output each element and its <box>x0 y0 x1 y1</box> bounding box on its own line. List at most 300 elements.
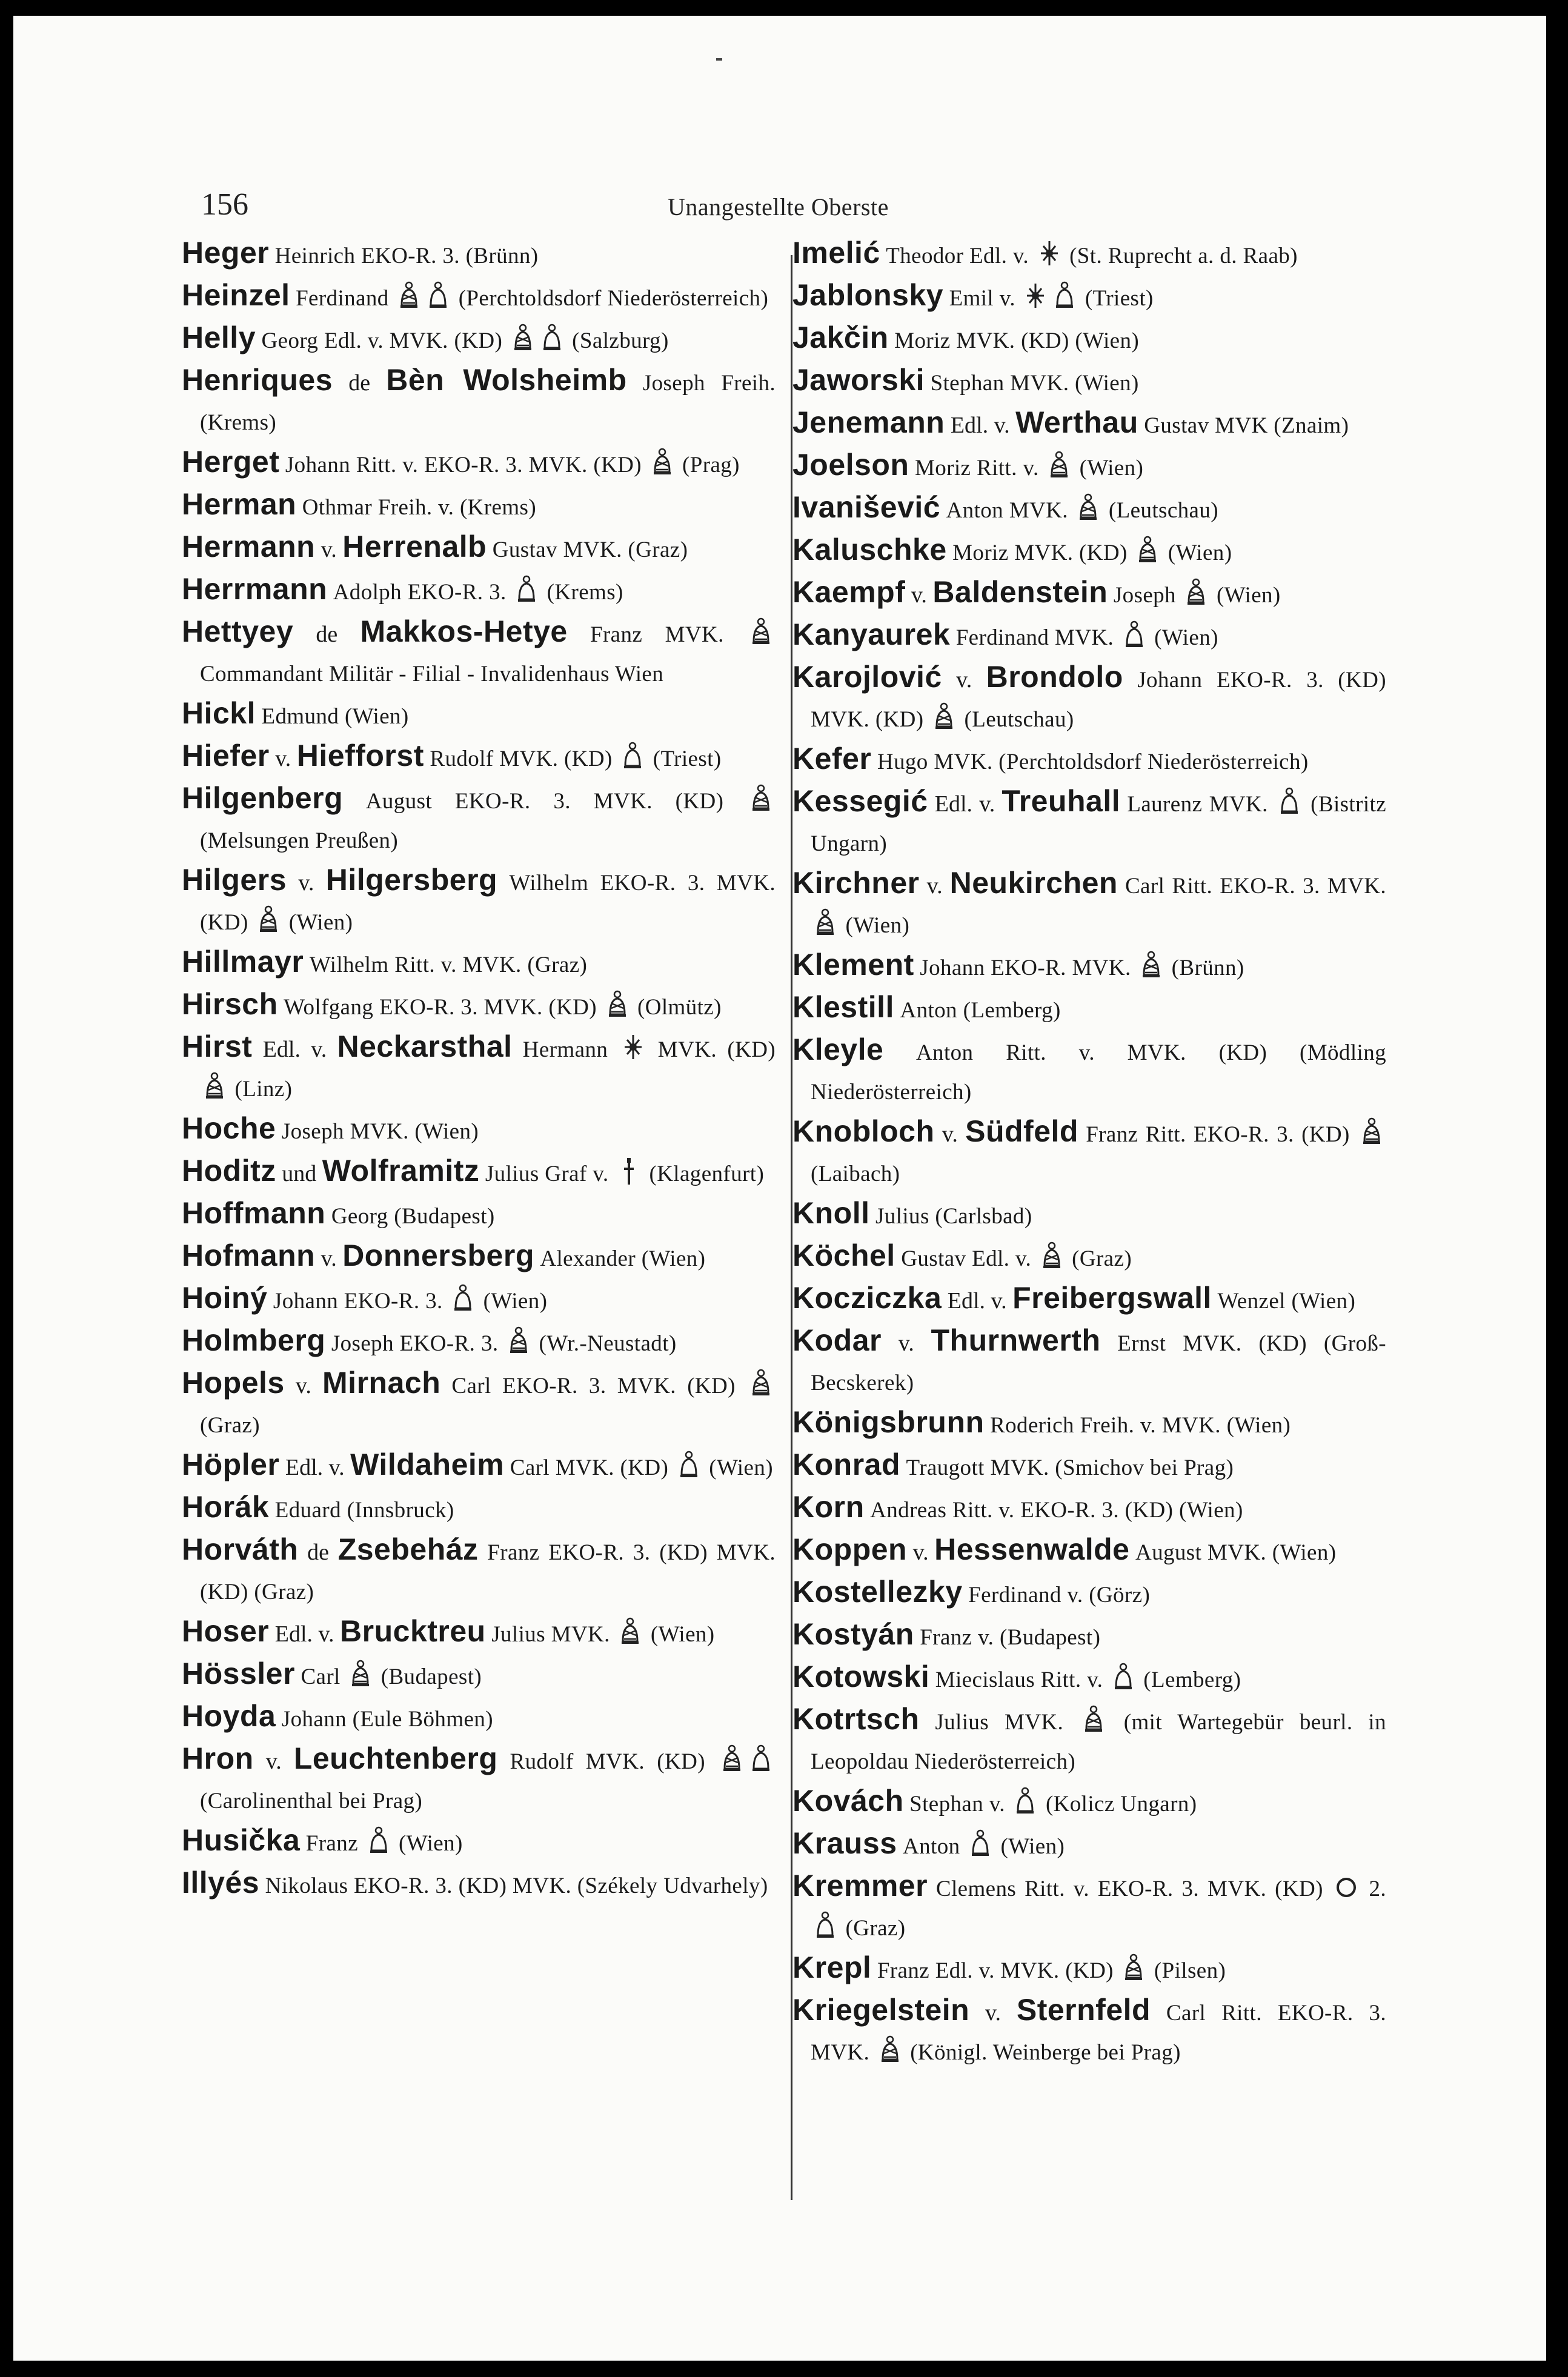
name-particle: v. <box>898 1331 914 1356</box>
cross-star-icon <box>1037 239 1061 268</box>
entry-details: Anton MVK. <box>946 498 1068 523</box>
entry-location: (Wien) <box>1079 456 1144 480</box>
entry-location: (Carolinenthal bei Prag) <box>200 1789 423 1814</box>
predicate-name: Makkos-Hetye <box>360 614 568 648</box>
entry-hillmayr <box>182 942 776 985</box>
surname: Kessegić <box>792 784 928 818</box>
entry-holmberg <box>182 1321 776 1363</box>
entry-hettyey <box>182 612 776 694</box>
surname: Hiefer <box>182 739 270 773</box>
entry-details: Wilhelm Ritt. v. MVK. (Graz) <box>309 952 588 977</box>
surname: Horák <box>182 1490 270 1524</box>
surname: Helly <box>182 321 256 354</box>
bell-outline-icon <box>620 742 645 771</box>
predicate-name: Bèn Wolsheimb <box>386 363 627 397</box>
entry-hor-k <box>182 1488 776 1530</box>
entry-hron <box>182 1739 776 1821</box>
entry-details: Anton (Lemberg) <box>900 998 1061 1023</box>
entry-details: Andreas Ritt. v. EKO-R. 3. (KD) (Wien) <box>870 1498 1243 1523</box>
running-title: Unangestellte Oberste <box>668 193 889 221</box>
entry-hopels <box>182 1363 776 1445</box>
surname: Kremmer <box>792 1869 928 1903</box>
cross-star-icon <box>1023 281 1048 310</box>
surname: Jenemann <box>792 405 945 439</box>
surname: Kirchner <box>792 866 920 900</box>
entry-location: (Pilsen) <box>1154 1958 1226 1983</box>
surname: Hopels <box>182 1366 285 1400</box>
entry-details: Wenzel (Wien) <box>1217 1289 1356 1314</box>
surname: Hilgers <box>182 863 287 897</box>
bell-icon <box>932 702 956 731</box>
surname: Hron <box>182 1741 254 1775</box>
entry-henriques <box>182 361 776 442</box>
entry-hoser <box>182 1612 776 1654</box>
entry-details: Miecislaus Ritt. v. <box>935 1667 1103 1692</box>
entry-location: (Klagenfurt) <box>649 1162 765 1186</box>
surname: Holmberg <box>182 1323 326 1357</box>
entry-hilgenberg <box>182 779 776 860</box>
entry-herget <box>182 442 776 485</box>
entry-details: Johann EKO-R. MVK. <box>920 956 1131 980</box>
predicate-name: Wolframitz <box>322 1154 480 1188</box>
entry-details: Othmar Freih. v. (Krems) <box>302 495 537 520</box>
entry-karojlovi- <box>792 657 1386 739</box>
surname: Königsbrunn <box>792 1405 985 1439</box>
entry-details: Hermann <box>522 1037 608 1062</box>
entry-details: Moriz MVK. (KD) <box>952 540 1128 565</box>
bell-icon <box>256 905 281 934</box>
surname: Kotowski <box>792 1660 930 1694</box>
entry-details: Ferdinand <box>296 286 389 311</box>
entry-helly <box>182 318 776 361</box>
entry-kaempf <box>792 573 1386 615</box>
surname: Heger <box>182 236 270 270</box>
surname: Knoll <box>792 1196 870 1230</box>
name-particle: v. <box>265 1749 282 1774</box>
entry-location: (Krems) <box>546 580 623 605</box>
bell-outline-icon <box>540 324 564 353</box>
surname: Kefer <box>792 742 872 776</box>
bell-icon <box>1139 951 1163 980</box>
surname: Konrad <box>792 1448 900 1481</box>
surname: Husička <box>182 1823 301 1857</box>
entry-details: Julius (Carlsbad) <box>875 1204 1032 1229</box>
surname: Köchel <box>792 1238 895 1272</box>
entry-details: Laurenz MVK. <box>1127 792 1268 817</box>
surname: Hoche <box>182 1111 276 1145</box>
bell-outline-icon <box>968 1829 992 1858</box>
entry-location: (Kolicz Ungarn) <box>1045 1792 1197 1817</box>
entry-details: Stephan v. <box>909 1792 1005 1817</box>
predicate-name: Sternfeld <box>1016 1993 1151 2027</box>
entry-location: (Leutschau) <box>1108 498 1218 523</box>
surname: Hoditz <box>182 1154 276 1188</box>
surname: Hirst <box>182 1029 253 1063</box>
bell-outline-icon <box>1111 1663 1135 1692</box>
entry-horv-th <box>182 1530 776 1612</box>
entry-joelson <box>792 445 1386 488</box>
entry-location: (Wien) <box>288 910 353 935</box>
name-particle: v. <box>295 1373 311 1398</box>
surname: Kleyle <box>792 1032 884 1066</box>
medal-cross-icon <box>617 1157 641 1186</box>
entry-hilgers <box>182 860 776 942</box>
entry-kaluschke <box>792 530 1386 573</box>
bell-icon <box>1081 1705 1106 1734</box>
bell-outline-icon <box>1277 787 1301 816</box>
surname: Hössler <box>182 1657 295 1690</box>
bell-icon <box>618 1617 642 1646</box>
predicate-name: Herrenalb <box>342 530 487 563</box>
entry-details: Franz Edl. v. MVK. (KD) <box>877 1958 1114 1983</box>
entry-details: Johann Ritt. v. EKO-R. 3. MVK. (KD) <box>285 453 642 477</box>
entry-details: Joseph MVK. (Wien) <box>281 1119 479 1144</box>
bell-icon <box>878 2035 902 2064</box>
name-particle: de <box>316 622 338 647</box>
entry-details: Joseph EKO-R. 3. <box>331 1331 499 1356</box>
bell-icon <box>397 281 421 310</box>
entry-details: Roderich Freih. v. MVK. (Wien) <box>990 1413 1291 1438</box>
entry-location: (Budapest) <box>380 1664 482 1689</box>
entry-kirchner <box>792 863 1386 945</box>
entry-details: Wolfgang EKO-R. 3. MVK. (KD) <box>284 995 597 1020</box>
surname: Herget <box>182 445 280 479</box>
predicate-name: Mirnach <box>322 1366 441 1400</box>
entry-location: (Bistritz Ungarn) <box>811 792 1387 856</box>
entry-knoll <box>792 1194 1386 1236</box>
bell-outline-icon <box>1122 620 1146 650</box>
surname: Hickl <box>182 696 256 730</box>
entry-korn <box>792 1488 1386 1530</box>
entry-details: Johann EKO-R. 3. <box>273 1289 443 1314</box>
entry-hoyda <box>182 1697 776 1739</box>
entry-imeli- <box>792 233 1386 276</box>
entry-details: Theodor Edl. v. <box>886 244 1029 268</box>
predicate-name: Hessenwalde <box>934 1532 1130 1566</box>
name-particle: v. <box>911 582 927 608</box>
surname: Jablonsky <box>792 278 944 312</box>
bell-icon <box>1121 1953 1146 1983</box>
ring-icon <box>1334 1872 1358 1901</box>
entry-location: (Olmütz) <box>637 995 722 1020</box>
predicate-name: Südfeld <box>965 1114 1078 1148</box>
predicate-name: Werthau <box>1015 405 1138 439</box>
surname: Herman <box>182 487 297 521</box>
entry-details: Gustav Edl. v. <box>901 1246 1032 1271</box>
entry-kotrtsch <box>792 1700 1386 1781</box>
entry-kodar <box>792 1321 1386 1403</box>
name-particle: v. <box>912 1540 929 1565</box>
entry-ivani-evi- <box>792 488 1386 530</box>
surname: Kotrtsch <box>792 1702 920 1736</box>
entry-kanyaurek <box>792 615 1386 657</box>
entry-details: Moriz MVK. (KD) (Wien) <box>894 328 1140 353</box>
entry-hoffmann <box>182 1194 776 1236</box>
entry-kefer <box>792 739 1386 782</box>
entry-k-chel <box>792 1236 1386 1278</box>
entry-details: Ferdinand v. (Görz) <box>968 1583 1151 1607</box>
entry-details: Franz Ritt. EKO-R. 3. (KD) <box>1086 1122 1350 1147</box>
name-particle: v. <box>298 870 314 896</box>
surname: Hoiný <box>182 1281 268 1315</box>
entry-location: 2. <box>1369 1877 1386 1901</box>
bell-outline-icon <box>426 281 450 310</box>
entry-location: (Triest) <box>653 746 722 771</box>
left-column <box>182 233 776 1906</box>
entry-details: Franz <box>305 1831 359 1856</box>
entry-location: (Wien) <box>1168 540 1232 565</box>
entry-location: (Lemberg) <box>1143 1667 1241 1692</box>
predicate-name: Hiefforst <box>296 739 424 773</box>
entry-details: Anton <box>903 1834 960 1859</box>
surname: Herrmann <box>182 572 328 606</box>
entry-location: (Wien) <box>845 913 910 938</box>
bell-outline-icon <box>1013 1787 1037 1816</box>
surname: Klement <box>792 948 914 982</box>
entry-klement <box>792 945 1386 988</box>
entry-details: Joseph <box>1113 583 1176 608</box>
bell-icon <box>1047 451 1071 480</box>
entry-illy-s <box>182 1863 776 1906</box>
surname: Ivanišević <box>792 490 941 524</box>
surname: Kodar <box>792 1323 882 1357</box>
entry-details: Georg (Budapest) <box>331 1204 495 1229</box>
entry-location: (Königl. Weinberge bei Prag) <box>910 2040 1181 2065</box>
entry-location: (Prag) <box>682 453 740 477</box>
entry-location: (Wien) <box>1216 583 1281 608</box>
name-particle: Edl. v. <box>274 1621 334 1647</box>
surname: Hoffmann <box>182 1196 326 1230</box>
surname: Hoser <box>182 1614 270 1648</box>
name-particle: v. <box>985 2000 1002 2026</box>
entry-details: Traugott MVK. (Smichov bei Prag) <box>906 1455 1234 1480</box>
bell-icon <box>1184 578 1208 607</box>
name-particle: v. <box>956 667 972 693</box>
entry-details: August MVK. (Wien) <box>1135 1540 1337 1565</box>
name-particle: Edl. v. <box>262 1037 327 1062</box>
entry-details: Emil v. <box>949 286 1015 311</box>
name-particle: und <box>282 1161 317 1186</box>
bell-icon <box>605 990 630 1019</box>
entry-jenemann <box>792 403 1386 445</box>
bell-outline-icon <box>1052 281 1077 310</box>
entry-details: Carl Ritt. EKO-R. 3. MVK. <box>811 2001 1387 2065</box>
predicate-name: Donnersberg <box>342 1238 534 1272</box>
surname: Kocziczka <box>792 1281 942 1315</box>
entry-details: Franz MVK. <box>590 622 724 647</box>
entry-location: (Wien) <box>483 1289 548 1314</box>
entry-knobloch <box>792 1112 1386 1194</box>
name-particle: v. <box>321 1246 337 1271</box>
entry-kocziczka <box>792 1278 1386 1321</box>
right-column <box>792 233 1386 2072</box>
surname: Joelson <box>792 448 909 482</box>
bell-outline-icon <box>677 1451 701 1480</box>
name-particle: de <box>307 1540 329 1565</box>
entry-location: (Wien) <box>709 1455 773 1480</box>
entry-location: (Wien) <box>399 1831 463 1856</box>
entry-details: Carl EKO-R. 3. MVK. (KD) <box>451 1374 736 1398</box>
entry-krauss <box>792 1824 1386 1866</box>
entry-krepl <box>792 1948 1386 1990</box>
surname: Imelić <box>792 236 880 270</box>
name-particle: Edl. v. <box>934 791 995 817</box>
bell-icon <box>1076 493 1100 522</box>
entry-details: Georg Edl. v. MVK. (KD) <box>261 328 503 353</box>
predicate-name: Baldenstein <box>932 575 1108 609</box>
surname: Jaworski <box>792 363 925 397</box>
entry-kremmer <box>792 1866 1386 1948</box>
entry-kriegelstein <box>792 1990 1386 2072</box>
surname: Kostellezky <box>792 1575 963 1609</box>
bell-icon <box>749 1369 773 1398</box>
scan-mark <box>716 58 722 61</box>
entry-hofmann <box>182 1236 776 1278</box>
predicate-name: Neckarsthal <box>337 1029 513 1063</box>
entry-details: Joseph Freih. (Krems) <box>200 371 776 435</box>
entry-location: (Triest) <box>1085 286 1154 311</box>
surname: Hettyey <box>182 614 294 648</box>
entry-kessegi- <box>792 782 1386 863</box>
entry-location: (Graz) <box>845 1916 906 1941</box>
entry-location: (Graz) <box>1072 1246 1132 1271</box>
surname: Klestill <box>792 990 894 1024</box>
name-particle: v. <box>321 537 337 562</box>
surname: Henriques <box>182 363 333 397</box>
entry-h-pler <box>182 1445 776 1488</box>
surname: Hirsch <box>182 987 278 1021</box>
bell-icon <box>202 1072 227 1101</box>
surname: Horváth <box>182 1532 299 1566</box>
surname: Kostyán <box>792 1617 914 1651</box>
predicate-name: Brucktreu <box>340 1614 486 1648</box>
bell-outline-icon <box>514 575 539 604</box>
surname: Kriegelstein <box>792 1993 970 2027</box>
entry-details: Eduard (Innsbruck) <box>274 1498 454 1523</box>
entry-details: Clemens Ritt. v. EKO-R. 3. MVK. (KD) <box>935 1877 1323 1901</box>
entry-hirst <box>182 1027 776 1109</box>
surname: Illyés <box>182 1866 260 1900</box>
surname: Krauss <box>792 1826 897 1860</box>
entry-details: Anton Ritt. v. MVK. (KD) (Mödling Niederösterreich) <box>811 1040 1386 1105</box>
cross-star-icon <box>621 1032 645 1062</box>
entry-details: Heinrich EKO-R. 3. (Brünn) <box>274 244 539 268</box>
entry-details: Julius Graf v. <box>485 1162 609 1186</box>
entry-location: (Leutschau) <box>964 707 1074 732</box>
entry-location: (mit Wartegebür beurl. in Leopoldau Niederösterreich) <box>811 1710 1386 1774</box>
entry-details: Alexander (Wien) <box>540 1246 706 1271</box>
entry-kov-ch <box>792 1781 1386 1824</box>
entry-jablonsky <box>792 276 1386 318</box>
surname: Kaluschke <box>792 533 947 567</box>
name-particle: Edl. v. <box>285 1455 345 1480</box>
surname: Hofmann <box>182 1238 316 1272</box>
entry-herrmann <box>182 570 776 612</box>
entry-details: Rudolf MVK. (KD) <box>430 746 613 771</box>
surname: Jakčin <box>792 321 889 354</box>
entry-location: MVK. (KD) <box>657 1037 776 1062</box>
name-particle: Edl. v. <box>947 1288 1007 1314</box>
entry-details: Adolph EKO-R. 3. <box>333 580 507 605</box>
name-particle: v. <box>275 746 291 771</box>
entry-details: Moriz Ritt. v. <box>914 456 1039 480</box>
entry-klestill <box>792 988 1386 1030</box>
entry-hoche <box>182 1109 776 1151</box>
entry-details: Stephan MVK. (Wien) <box>930 371 1139 396</box>
entry-hoditz <box>182 1151 776 1194</box>
bell-icon <box>720 1744 744 1774</box>
predicate-name: Wildaheim <box>350 1448 505 1481</box>
bell-outline-icon <box>749 1744 773 1774</box>
bell-outline-icon <box>451 1284 475 1313</box>
surname: Korn <box>792 1490 865 1524</box>
entry-konrad <box>792 1445 1386 1488</box>
entry-location: (Linz) <box>234 1077 293 1102</box>
entry-kosty-n <box>792 1615 1386 1657</box>
entry-location: (Melsungen Preußen) <box>200 828 399 853</box>
predicate-name: Treuhall <box>1002 784 1121 818</box>
surname: Hilgenberg <box>182 781 344 815</box>
entry-koppen <box>792 1530 1386 1572</box>
surname: Kaempf <box>792 575 906 609</box>
bell-icon <box>1135 536 1160 565</box>
entry-details: Johann EKO-R. 3. (KD) MVK. (KD) <box>811 668 1386 732</box>
name-particle: v. <box>942 1122 958 1147</box>
bell-icon <box>1360 1117 1384 1146</box>
surname: Höpler <box>182 1448 280 1481</box>
entry-details: Edmund (Wien) <box>261 704 409 729</box>
surname: Karojlović <box>792 660 942 694</box>
entry-location: (Wr.-Neustadt) <box>539 1331 677 1356</box>
predicate-name: Zsebeház <box>337 1532 479 1566</box>
entry-details: Franz v. (Budapest) <box>920 1625 1101 1650</box>
entry-details: Julius MVK. <box>491 1622 610 1647</box>
entry-location: (Graz) <box>200 1413 260 1438</box>
predicate-name: Hilgersberg <box>325 863 498 897</box>
entry-details: Rudolf MVK. (KD) <box>510 1749 705 1774</box>
entry-details: Johann (Eule Böhmen) <box>281 1707 493 1732</box>
surname: Hermann <box>182 530 316 563</box>
entry-location: (Laibach) <box>811 1162 900 1186</box>
entry-hermann <box>182 527 776 570</box>
entry-details: Ernst MVK. (KD) (Groß-Becskerek) <box>811 1331 1386 1395</box>
bell-icon <box>348 1660 373 1689</box>
entry-herman <box>182 485 776 527</box>
entry-hiefer <box>182 736 776 779</box>
entry-k-nigsbrunn <box>792 1403 1386 1445</box>
surname: Krepl <box>792 1950 872 1984</box>
entry-details: Gustav MVK. (Graz) <box>492 537 688 562</box>
entry-location: (Wien) <box>1000 1834 1065 1859</box>
bell-icon <box>511 324 535 353</box>
entry-details: Ferdinand MVK. <box>955 625 1114 650</box>
name-particle: Edl. v. <box>950 413 1010 438</box>
entry-jak-in <box>792 318 1386 361</box>
surname: Kanyaurek <box>792 617 951 651</box>
surname: Kovách <box>792 1784 904 1818</box>
entry-kleyle <box>792 1030 1386 1112</box>
predicate-name: Neukirchen <box>949 866 1118 900</box>
entry-details: Hugo MVK. (Perchtoldsdorf Niederösterreich) <box>877 750 1309 774</box>
entry-h-ssler <box>182 1654 776 1697</box>
entry-hoin- <box>182 1278 776 1321</box>
entry-hickl <box>182 694 776 736</box>
bell-icon <box>1040 1242 1064 1271</box>
entry-details: Carl MVK. (KD) <box>510 1455 669 1480</box>
entry-location: (Wien) <box>650 1622 715 1647</box>
bell-outline-icon <box>813 1911 837 1940</box>
entry-location: Commandant Militär - Filial - Invalidenhaus Wien <box>200 662 664 687</box>
